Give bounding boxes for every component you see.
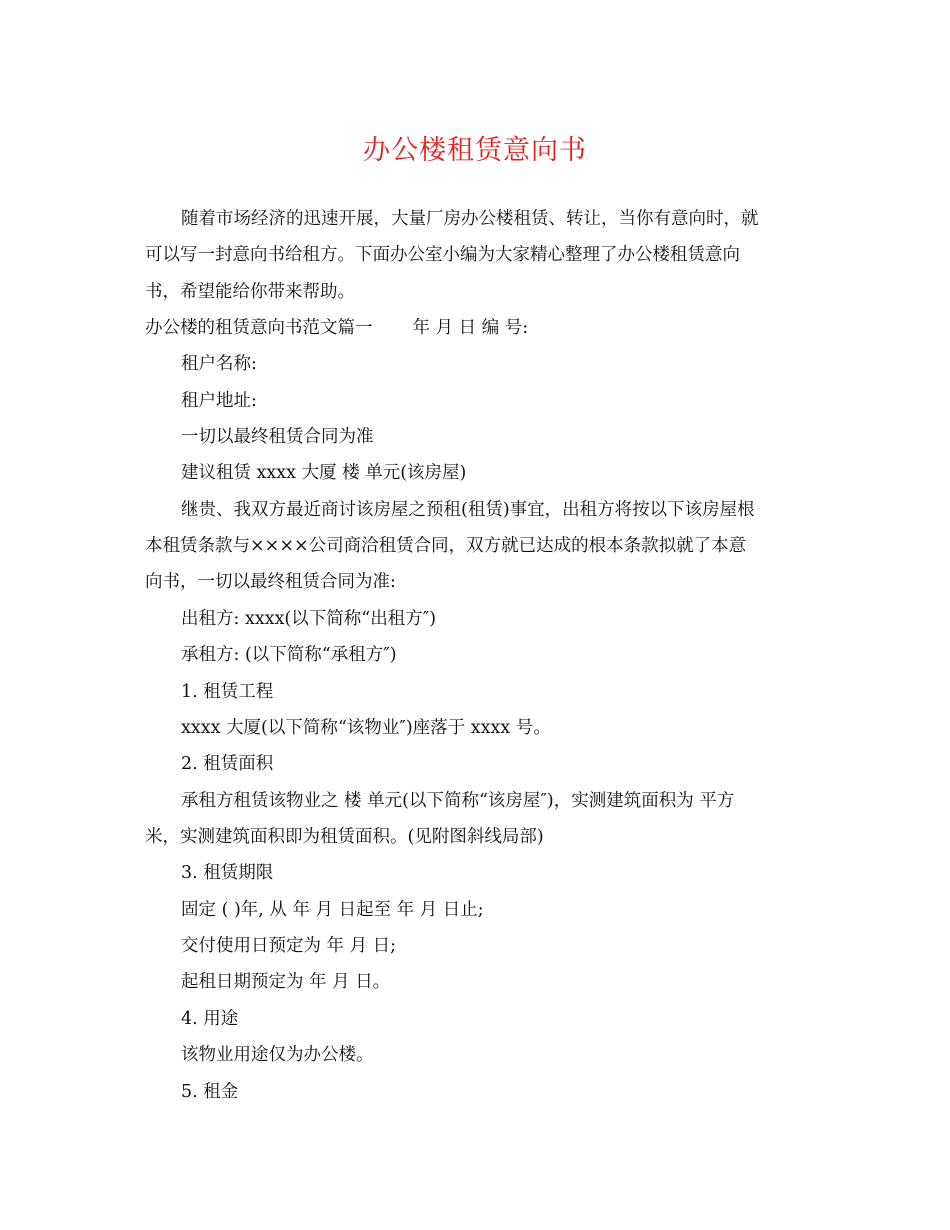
section-3-line-2: 交付使用日预定为 年 月 日; <box>181 936 397 956</box>
section-3-line-1: 固定 ( )年, 从 年 月 日起至 年 月 日止; <box>181 900 484 920</box>
para1-line-2: 本租赁条款与××××公司商洽租赁合同，双方就已达成的根本条款拟就了本意 <box>145 536 747 556</box>
section-2-body-line-1: 承租方租赁该物业之 楼 单元(以下简称“该房屋″)，实测建筑面积为 平方 <box>181 791 735 811</box>
lessee-line: 承租方: (以下简称“承租方″) <box>181 645 397 665</box>
tenant-name: 租户名称: <box>181 354 257 374</box>
section-heading <box>145 316 528 340</box>
section-5-title: 5. 租金 <box>181 1082 239 1102</box>
proposal-line: 建议租赁 xxxx 大厦 楼 单元(该房屋) <box>181 463 467 483</box>
heading-left: 办公楼的租赁意向书范文篇一 <box>145 318 373 338</box>
lessor-line: 出租方: xxxx(以下简称“出租方″) <box>181 609 437 629</box>
section-1-title: 1. 租赁工程 <box>181 682 274 702</box>
section-1-body: xxxx 大厦(以下简称“该物业″)座落于 xxxx 号。 <box>181 718 551 738</box>
para1-line-3: 向书，一切以最终租赁合同为准: <box>145 572 396 592</box>
document-title: 办公楼租赁意向书 <box>363 135 587 166</box>
section-3-line-3: 起租日期预定为 年 月 日。 <box>181 972 391 992</box>
final-contract-note: 一切以最终租赁合同为准 <box>181 427 374 447</box>
section-4-body: 该物业用途仅为办公楼。 <box>181 1045 374 1065</box>
section-2-body-line-2: 米，实测建筑面积即为租赁面积。(见附图斜线局部) <box>145 827 544 847</box>
section-3-title: 3. 租赁期限 <box>181 863 274 883</box>
intro-line-3: 书，希望能给你带来帮助。 <box>145 282 355 302</box>
intro-line-2: 可以写一封意向书给租方。下面办公室小编为大家精心整理了办公楼租赁意向 <box>145 245 740 265</box>
intro-line-1: 随着市场经济的迅速开展，大量厂房办公楼租赁、转让，当你有意向时，就 <box>181 209 759 229</box>
section-4-title: 4. 用途 <box>181 1009 239 1029</box>
section-2-title: 2. 租赁面积 <box>181 754 274 774</box>
tenant-address: 租户地址: <box>181 391 257 411</box>
para1-line-1: 继贵、我双方最近商讨该房屋之预租(租赁)事宜，出租方将按以下该房屋根 <box>181 500 755 520</box>
heading-date-number: 年 月 日 编 号: <box>412 318 529 338</box>
